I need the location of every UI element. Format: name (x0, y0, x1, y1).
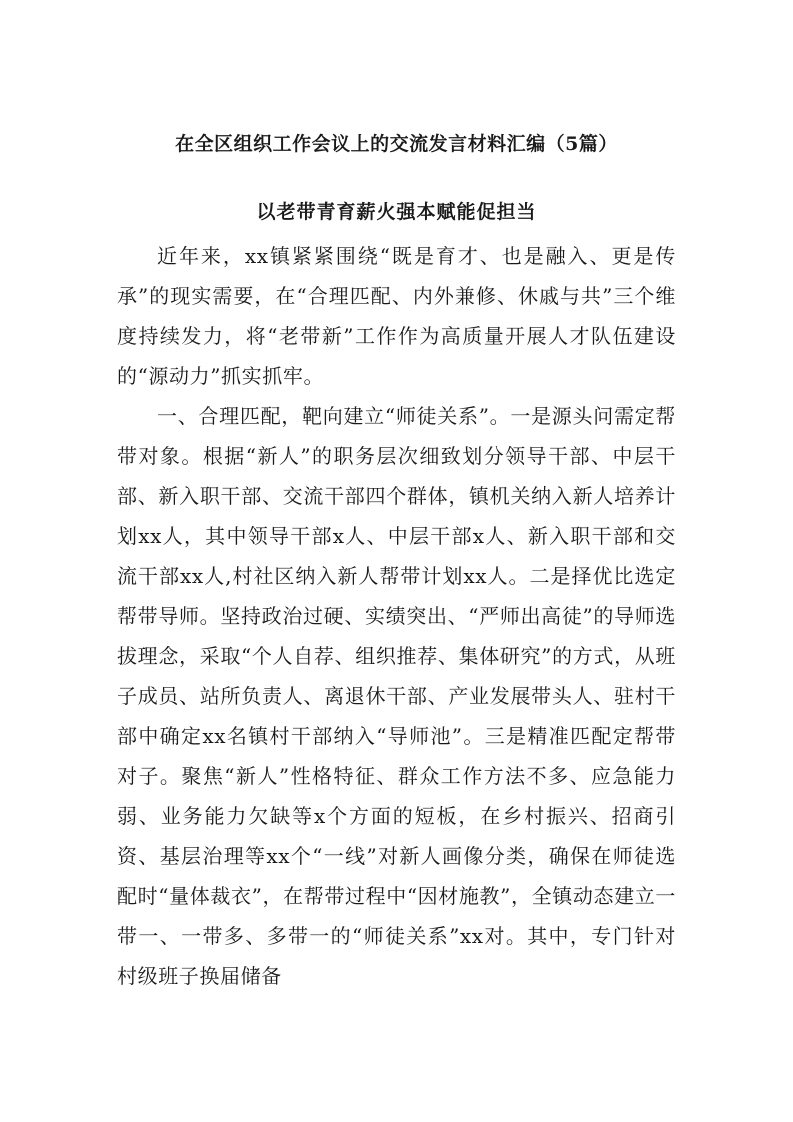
section-title: 以老带青育薪火强本赋能促担当 (256, 201, 537, 223)
document-body (117, 236, 676, 996)
document-title: 在全区组织工作会议上的交流发言材料汇编（5篇） (175, 133, 618, 155)
paragraph-intro: 近年来，xx镇紧紧围绕“既是育才、也是融入、更是传承”的现实需要，在“合理匹配、内外兼修、休戚与共”三个维度持续发力，将“老带新”工作作为高质量开展人才队伍建设的“源动力”抓实抓牢。 (117, 244, 676, 388)
paragraph-section-one: 一、合理匹配，靶向建立“师徒关系”。一是源头问需定帮带对象。根据“新人”的职务层次细致划分领导干部、中层干部、新入职干部、交流干部四个群体，镇机关纳入新人培养计划xx人，其中领导干部x人、中层干部x人、新入职干部和交流干部xx人,村社区纳入新人帮带计划xx人。二是择优比选定帮带导师。坚持政治过硬、实绩突出、“严师出高徒”的导师选拔理念，采取“个人自荐、组织推荐、集体研究”的方式，从班子成员、站所负责人、离退休干部、产业发展带头人、驻村干部中确定xx名镇村干部纳入“导师池”。三是精准匹配定帮带对子。聚焦“新人”性格特征、群众工作方法不多、应急能力弱、业务能力欠缺等x个方面的短板，在乡村振兴、招商引资、基层治理等xx个“一线”对新人画像分类，确保在师徒选配时“量体裁衣”，在帮带过程中“因材施教”，全镇动态建立一带一、一带多、多带一的“师徒关系”xx对。其中，专门针对村级班子换届储备 (117, 404, 676, 988)
